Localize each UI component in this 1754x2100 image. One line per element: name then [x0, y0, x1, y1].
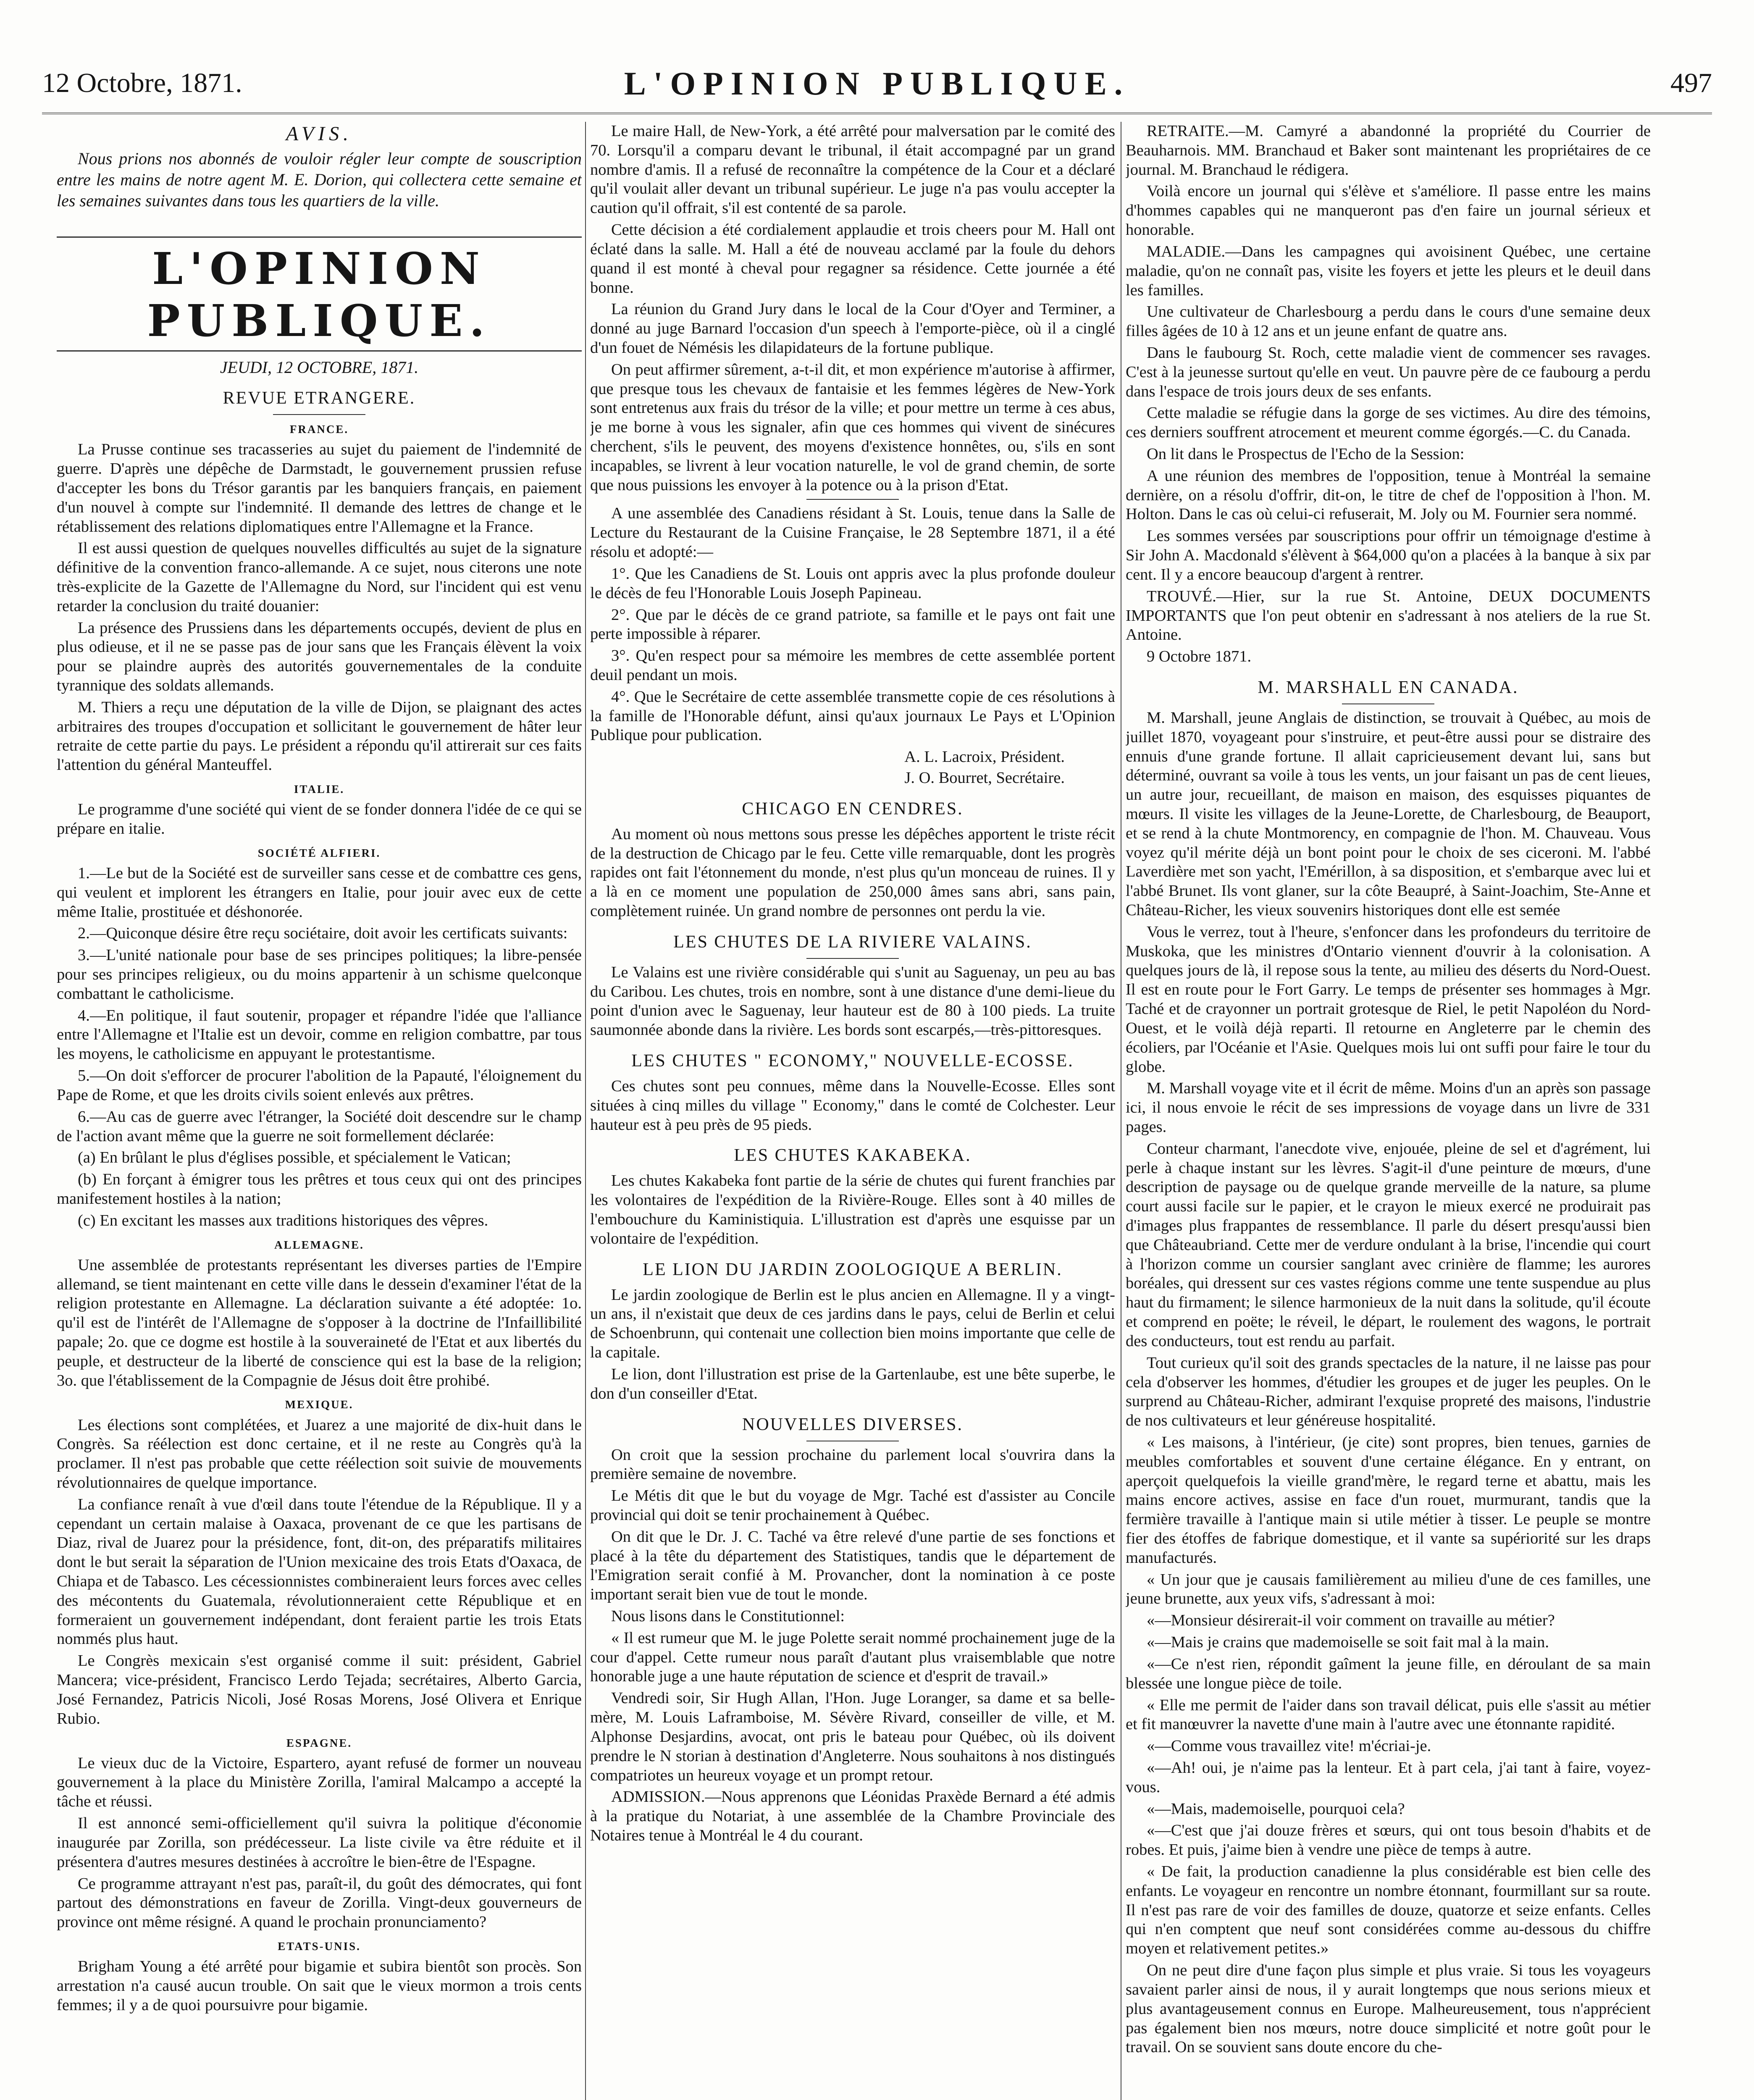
- section-heading: ESPAGNE.: [286, 1736, 352, 1749]
- paragraph: 5.—On doit s'efforcer de procurer l'abolition de la Papauté, l'éloignement du Pape de Rome, et que les droits civils soient enlevés aux prêtres.: [57, 1067, 582, 1104]
- paragraph: 4.—En politique, il faut soutenir, propager et répandre l'idée que l'alliance entre l'Allemagne et l'Italie est un devoir, comme en religion combattre, par tous les moyens, le catholicisme en appuyant le protestantisme.: [57, 1006, 582, 1063]
- paragraph: 3°. Qu'en respect pour sa mémoire les membres de cette assemblée portent deuil pendant un mois.: [590, 647, 1115, 684]
- paragraph: Le jardin zoologique de Berlin est le plus ancien en Allemagne. Il y a vingt-un ans, il n'existait que deux de ces jardins dans le pays, celui de Berlin et celui de Schoenbrunn, qui contenait une collection bien moins importante que celle de la capitale.: [590, 1286, 1115, 1362]
- section-heading: FRANCE.: [289, 423, 349, 436]
- paragraph: La Prusse continue ses tracasseries au sujet du paiement de l'indemnité de guerre. D'après une dépêche de Darmstadt, le gouvernement prussien refuse d'accepter les bons du Trésor garantis par les banquiers français, en paiement d'un nouvel à compte sur l'indemnité. Il demande des lettres de change et le rétablissement des relations diplomatiques entre l'Allemagne et la France.: [57, 441, 582, 536]
- paragraph: Nous lisons dans le Constitutionnel:: [611, 1607, 845, 1625]
- avis-heading: AVIS.: [286, 123, 353, 145]
- paragraph: «—Monsieur désirerait-il voir comment on travaille au métier?: [1147, 1612, 1555, 1630]
- paragraph: M. Thiers a reçu une députation de la ville de Dijon, se plaignant des actes arbitraires des troupes d'occupation et sollicitant le gouvernement de hâter leur retraite de cette partie du pays. Le président a répondu qu'il attirerait sur ces faits l'attention du général Manteuffel.: [57, 698, 582, 774]
- paragraph: La réunion du Grand Jury dans le local de la Cour d'Oyer and Terminer, a donné au juge Barnard l'occasion d'un speech à l'emporte-pièce, où il a cinglé d'un fouet de Némésis les dilapidateurs de la fortune publique.: [590, 300, 1115, 357]
- paragraph: 2.—Quiconque désire être reçu sociétaire, doit avoir les certificats suivants:: [78, 924, 568, 942]
- paragraph: La confiance renaît à vue d'œil dans toute l'étendue de la République. Il y a cependant un certain malaise à Oaxaca, provenant de ce que les partisans de Diaz, rival de Juarez pour la présidence, font, dit-on, des préparatifs militaires dont le but serait la séparation de l'Union mexicaine des trois Etats d'Oaxaca, de Chiapa et de Tabasco. Les cécessionnistes combineraient leurs forces avec celles des mécontents du Guatemala, révolutionneraient cette République et en formeraient un gouvernement indépendant, dont feraient partie les trois Etats nommés plus haut.: [57, 1495, 582, 1648]
- header-date: 12 Octobre, 1871.: [42, 68, 242, 98]
- paragraph: Au moment où nous mettons sous presse les dépêches apportent le triste récit de la destruction de Chicago par le feu. Cette ville remarquable, dont les progrès rapides ont fait l'étonnement du monde, n'est plus qu'un monceau de ruines. Il y a là en ce moment une population de 250,000 âmes sans abri, sans pain, complètement ruinée. Un grand nombre de personnes ont perdu la vie.: [590, 825, 1115, 920]
- paragraph: Tout curieux qu'il soit des grands spectacles de la nature, il ne laisse pas pour cela d'observer les hommes, d'étudier les groupes et de juger les peuples. On le surprend au Château-Richer, admirant l'exquise propreté des maisons, l'industrie de nos cultivateurs et leur généreuse hospitalité.: [1126, 1354, 1651, 1430]
- paragraph: Les chutes Kakabeka font partie de la série de chutes qui furent franchies par les volontaires de l'expédition de la Rivière-Rouge. Elles sont à 40 milles de l'embouchure du Kaministiquia. L'illustration est d'après une esquisse par un volontaire de l'expédition.: [590, 1172, 1115, 1247]
- paragraph: (c) En excitant les masses aux traditions historiques des vêpres.: [78, 1211, 488, 1229]
- paragraph: 3.—L'unité nationale pour base de ses principes politiques; la libre-pensée pour ses principes religieux, ou du moins appartenir à un schisme quelconque combattant le catholicisme.: [57, 946, 582, 1003]
- paragraph: « Elle me permit de l'aider dans son travail délicat, puis elle s'assit au métier et fit manœuvrer la navette d'une main à l'autre avec une étonnante rapidité.: [1126, 1696, 1651, 1733]
- paragraph: Le maire Hall, de New-York, a été arrêté pour malversation par le comité des 70. Lorsqu'il a comparu devant le tribunal, il était accompagné par un grand nombre d'amis. Il a refusé de reconnaître la compétence de la Cour et a déclaré qu'il voulait aller devant un tribunal supérieur. Le juge n'a pas voulu accepter la caution qu'il offrait, s'il est contenté de sa parole.: [590, 122, 1115, 217]
- paragraph: (a) En brûlant le plus d'églises possible, et spécialement le Vatican;: [78, 1149, 511, 1167]
- dateline: JEUDI, 12 OCTOBRE, 1871.: [220, 357, 419, 377]
- page-header: [42, 63, 1712, 109]
- paragraph: «—Mais je crains que mademoiselle se soit fait mal à la main.: [1147, 1633, 1549, 1651]
- paragraph: 6.—Au cas de guerre avec l'étranger, la Société doit descendre sur le champ de l'action avant même que la guerre ne soit formellement déclarée:: [57, 1108, 582, 1145]
- paragraph: Il est aussi question de quelques nouvelles difficultés au sujet de la signature définitive de la convention franco-allemande. A ce sujet, nous citerons une note très-explicite de la Gazette de l'Allemagne du Nord, sur l'incident qui est venu retarder la conclusion du traité douanier:: [57, 539, 582, 615]
- paragraph: « Un jour que je causais familièrement au milieu d'une de ces familles, une jeune brunette, aux yeux vifs, s'adressant à moi:: [1126, 1570, 1651, 1608]
- paragraph: La présence des Prussiens dans les départements occupés, devient de plus en plus odieuse, et il ne se passe pas de jour sans que les Français élèvent la voix pour se plaindre auprès des autorités gouvernementales de la conduite tyrannique des soldats allemands.: [57, 619, 582, 695]
- column-separator: [585, 122, 586, 2100]
- paragraph: «—C'est que j'ai douze frères et sœurs, qui ont tous besoin d'habits et de robes. Et puis, j'aime bien à vendre une pièce de temps à autre.: [1126, 1822, 1651, 1859]
- section-heading: ETATS-UNIS.: [278, 1940, 361, 1953]
- section-heading: ALLEMAGNE.: [274, 1238, 364, 1251]
- paragraph: Dans le faubourg St. Roch, cette maladie vient de commencer ses ravages. C'est à la jeunesse surtout qu'elle en veut. Un pauvre père de ce faubourg a perdu dans l'espace de trois jours deux de ses enfants.: [1126, 344, 1651, 400]
- paragraph: 1°. Que les Canadiens de St. Louis ont appris avec la plus profonde douleur le décès de feu l'Honorable Louis Joseph Papineau.: [590, 564, 1115, 602]
- article-title: M. MARSHALL EN CANADA.: [1258, 677, 1519, 697]
- paragraph: «—Ce n'est rien, répondit gaîment la jeune fille, en déroulant de sa main blessée une longue pièce de toile.: [1126, 1655, 1651, 1692]
- signature-president: A. L. Lacroix, Président.: [904, 748, 1065, 766]
- paragraph: On lit dans le Prospectus de l'Echo de la Session:: [1147, 445, 1465, 463]
- divider: [806, 499, 899, 500]
- paragraph: Cette décision a été cordialement applaudie et trois cheers pour M. Hall ont éclaté dans la salle. M. Hall a été de nouveau acclamé par la foule du dehors quand il est monté à cheval pour regagner sa résidence. Cette journée a été bonne.: [590, 221, 1115, 297]
- article-title: LES CHUTES KAKABEKA.: [734, 1146, 972, 1166]
- avis-text: Nous prions nos abonnés de vouloir régler leur compte de souscription entre les mains de notre agent M. E. Dorion, qui collectera cette semaine et les semaines suivantes dans tous les quartiers de la ville.: [57, 149, 582, 210]
- paragraph: Ce programme attrayant n'est pas, paraît-il, du goût des démocrates, qui font partout des démonstrations en faveur de Zorilla. Vingt-deux gouverneurs de province ont même résigné. A quand le prochain pronunciamento?: [57, 1874, 582, 1931]
- paragraph: Le Valains est une rivière considérable qui s'unit au Saguenay, un peu au bas du Caribou. Les chutes, trois en nombre, sont à une distance d'une demi-lieue du point d'union avec le Saguenay, leur hauteur est de 80 à 100 pieds. La truite saumonnée abonde dans la rivière. Les bords sont escarpés,—très-pittoresques.: [590, 963, 1115, 1039]
- paragraph: Le lion, dont l'illustration est prise de la Gartenlaube, est une bête superbe, le don d'un conseiller d'Etat.: [590, 1365, 1115, 1402]
- paragraph: Il est annoncé semi-officiellement qu'il suivra la politique d'économie inaugurée par Zorilla, son prédécesseur. La liste civile va être réduite et il présentera d'autres mesures destinées à accroître le bien-être de l'Espagne.: [57, 1814, 582, 1871]
- paragraph: A une réunion des membres de l'opposition, tenue à Montréal la semaine dernière, on a résolu d'offrir, dit-on, le titre de chef de l'opposition à l'hon. M. Holton. Dans le cas où celui-ci refuserait, M. Joly ou M. Fournier sera nommé.: [1126, 467, 1651, 523]
- paragraph: « Il est rumeur que M. le juge Polette serait nommé prochainement juge de la cour d'appel. Cette rumeur nous paraît d'autant plus vraisemblable que notre honorable juge a une haute réputation de science et d'esprit de travail.»: [590, 1629, 1115, 1685]
- paragraph: Le vieux duc de la Victoire, Espartero, ayant refusé de former un nouveau gouvernement à la place du Ministère Zorilla, l'amiral Malcampo a accepté la tâche et réussi.: [57, 1754, 582, 1811]
- paragraph: Le Métis dit que le but du voyage de Mgr. Taché est d'assister au Concile provincial qui doit se tenir prochainement à Québec.: [590, 1487, 1115, 1524]
- paragraph: (b) En forçant à émigrer tous les prêtres et tous ceux qui ont des principes manifestement hostiles à la nation;: [57, 1171, 582, 1208]
- paragraph: A une assemblée des Canadiens résidant à St. Louis, tenue dans la Salle de Lecture du Restaurant de la Cuisine Française, le 28 Septembre 1871, il a été résolu et adopté:—: [590, 504, 1115, 561]
- paragraph: «—Mais, mademoiselle, pourquoi cela?: [1147, 1800, 1405, 1818]
- section-heading: MEXIQUE.: [285, 1398, 354, 1411]
- article-title: LE LION DU JARDIN ZOOLOGIQUE A BERLIN.: [643, 1260, 1063, 1279]
- column-3: [1126, 122, 1651, 2100]
- paragraph: Les élections sont complétées, et Juarez a une majorité de dix-huit dans le Congrès. Sa réélection est donc certaine, et il ne reste au Congrès qu'à la proclamer. Il n'est pas probable que cette réélection soit suivie de mouvements révolutionnaires de quelque importance.: [57, 1416, 582, 1491]
- paragraph: M. Marshall voyage vite et il écrit de même. Moins d'un an après son passage ici, il nous envoie le récit de ses impressions de voyage dans un livre de 331 pages.: [1126, 1079, 1651, 1136]
- paragraph: 4°. Que le Secrétaire de cette assemblée transmette copie de ces résolutions à la famille de l'Honorable défunt, ainsi qu'aux journaux Le Pays et L'Opinion Publique pour publication.: [590, 688, 1115, 744]
- paragraph: M. Marshall, jeune Anglais de distinction, se trouvait à Québec, au mois de juillet 1870, voyageant pour s'instruire, et peut-être aussi pour se distraire des ennuis d'une grande fortune. Il allait capricieusement devant lui, sans but déterminé, ouvrant sa voile à tous les vents, un jour faisant un pas de cent lieues, un autre jour, recueillant, de maison en maison, des esquisses piquantes de mœurs. Il visite les villages de la Jeune-Lorette, de Charlesbourg, de Beauport, et se rend à la chute Montmorency, en compagnie de l'hon. M. Chauveau. Vous voyez qu'il mérite déjà un bont point pour le choix de ses ciceroni. M. l'abbé Laverdière met son yacht, l'Emérillon, à sa disposition, et s'embarque avec lui et l'abbé Brunet. Ils vont glaner, sur la côte Beaupré, à Saint-Joachim, Ste-Anne et Château-Richer, les vieux souvenirs historiques dont elle est semée: [1126, 709, 1651, 919]
- paragraph: On croit que la session prochaine du parlement local s'ouvrira dans la première semaine de novembre.: [590, 1446, 1115, 1483]
- paragraph: ADMISSION.—Nous apprenons que Léonidas Praxède Bernard a été admis à la pratique du Notariat, à une assemblée de la Chambre Provinciale des Notaires tenue à Montréal le 4 du courant.: [590, 1788, 1115, 1844]
- paragraph: «—Ah! oui, je n'aime pas la lenteur. Et à part cela, j'ai tant à faire, voyez-vous.: [1126, 1759, 1651, 1796]
- divider: [806, 958, 899, 959]
- header-rule: [42, 113, 1712, 114]
- paragraph: « De fait, la production canadienne la plus considérable est bien celle des enfants. Le voyageur en rencontre un nombre étonnant, fourmillant sur sa route. Il n'est pas rare de voir des familles de douze, quatorze et seize enfants. Celles qui n'en comptent que neuf sont considérées comme au-dessous du chiffre moyen et relativement petites.»: [1126, 1863, 1651, 1958]
- paragraph: 2°. Que par le décès de ce grand patriote, sa famille et le pays ont fait une perte impossible à réparer.: [590, 606, 1115, 643]
- signature-secretary: J. O. Bourret, Secrétaire.: [904, 769, 1065, 787]
- paragraph: On peut affirmer sûrement, a-t-il dit, et mon expérience m'autorise à affirmer, que presque tous les chevaux de fantaisie et les femmes légères de New-York sont entretenus aux frais du trésor de la ville; et pour mettre un terme à ces abus, je me borne à vous les signaler, afin que ces hommes qui vivent de sinécures cherchent, s'ils le peuvent, des moyens d'existence honnêtes, ou, s'ils en sont incapables, se livrent à leur vocation naturelle, le vol de grand chemin, de sorte que nous puissions les envoyer à la potence ou à la prison d'Etat.: [590, 360, 1115, 494]
- article-title: LES CHUTES DE LA RIVIERE VALAINS.: [673, 932, 1032, 952]
- paragraph: Cette maladie se réfugie dans la gorge de ses victimes. Au dire des témoins, ces derniers souffrent atrocement et meurent comme égorgés.—C. du Canada.: [1126, 404, 1651, 441]
- paragraph: Ces chutes sont peu connues, même dans la Nouvelle-Ecosse. Elles sont situées à cinq milles du village " Economy," dans le comté de Colchester. Leur hauteur est à peu près de 95 pieds.: [590, 1077, 1115, 1134]
- paragraph: Le programme d'une société qui vient de se fonder donnera l'idée de ce qui se prépare en italie.: [57, 801, 582, 838]
- paragraph: 9 Octobre 1871.: [1147, 648, 1252, 666]
- paragraph: Brigham Young a été arrêté pour bigamie et subira bientôt son procès. Son arrestation n'a causé aucun trouble. On sait que le vieux mormon a trois cents femmes; il y a de quoi poursuivre pour bigamie.: [57, 1958, 582, 2014]
- paragraph: On dit que le Dr. J. C. Taché va être relevé d'une partie de ses fonctions et placé à la tête du département des Statistiques, tandis que le département de l'Emigration serait confié à M. Provancher, dont la nomination à ce poste important serait bien vue de tout le monde.: [590, 1528, 1115, 1604]
- paragraph: 1.—Le but de la Société est de surveiller sans cesse et de combattre ces gens, qui veulent et implorent les étrangers en Italie, pour jouir avec eux de cette même Italie, prostituée et déshonorée.: [57, 864, 582, 921]
- page-number: 497: [1670, 68, 1712, 98]
- divider: [273, 414, 365, 415]
- paragraph: TROUVÉ.—Hier, sur la rue St. Antoine, DEUX DOCUMENTS IMPORTANTS que l'on peut obtenir en s'adressant à nos ateliers de la rue St. Antoine.: [1126, 587, 1651, 644]
- column-1: [57, 122, 582, 2100]
- header-title: L'OPINION PUBLIQUE.: [624, 65, 1130, 102]
- paragraph: Une assemblée de protestants représentant les diverses parties de l'Empire allemand, se tient maintenant en cette ville dans le dessein d'examiner l'état de la religion protestante en Allemagne. La déclaration suivante a été adoptée: 1o. qu'il est de l'intérêt de l'Allemagne de s'opposer à la doctrine de l'Infaillibilité papale; 2o. que ce dogme est hostile à la souveraineté de l'Etat et aux libertés du peuple, et destructeur de la liberté de conscience qui est la base de la religion; 3o. que l'établissement de la Compagnie de Jésus doit être prohibé.: [57, 1256, 582, 1389]
- column-2: [590, 122, 1115, 2100]
- paragraph: MALADIE.—Dans les campagnes qui avoisinent Québec, une certaine maladie, qu'on ne connaît pas, visite les foyers et jette les pleurs et le deuil dans les familles.: [1126, 242, 1651, 299]
- paragraph: Le Congrès mexicain s'est organisé comme il suit: président, Gabriel Mancera; vice-président, Francisco Lerdo Tejada; secrétaires, Alberto Garcia, José Fernandez, Patricis Nicoli, José Rosas Morens, José Olivera et Enrique Rubio.: [57, 1652, 582, 1727]
- paragraph: RETRAITE.—M. Camyré a abandonné la propriété du Courrier de Beauharnois. MM. Branchaud et Baker sont maintenant les propriétaires de ce journal. M. Branchaud le rédigera.: [1126, 122, 1651, 178]
- revue-title: REVUE ETRANGERE.: [223, 388, 416, 408]
- paragraph: Voilà encore un journal qui s'élève et s'améliore. Il passe entre les mains d'hommes capables qui ne manqueront pas d'en faire un journal sérieux et honorable.: [1126, 182, 1651, 239]
- article-title: LES CHUTES " ECONOMY," NOUVELLE-ECOSSE.: [631, 1051, 1074, 1071]
- section-heading: ITALIE.: [294, 783, 345, 796]
- section-heading: SOCIÉTÉ ALFIERI.: [257, 846, 381, 859]
- paragraph: Conteur charmant, l'anecdote vive, enjouée, pleine de sel et d'agrément, lui perle à chaque instant sur les lèvres. S'agit-il d'une peinture de mœurs, d'une description de paysage ou de quelque grande merveille de la nature, sa plume court aussi facile sur le papier, et le crayon le mieux exercé ne produirait pas d'images plus frappantes de ressemblance. Il parle du désert presqu'aussi bien que Châteaubriand. Cette mer de verdure ondulant à la brise, l'incendie qui court à l'horizon comme un coursier sanglant avec crinière de flamme; les aurores boréales, qui dressent sur ces vastes régions comme une tente suspendue au plus haut du firmament; le silence harmonieux de la nuit dans la solitude, qu'il écoute et comprend en poëte; le réveil, le départ, le roulement des wagons, le portrait des conducteurs, tout est rendu au parfait.: [1126, 1139, 1651, 1350]
- article-title: NOUVELLES DIVERSES.: [742, 1415, 963, 1434]
- paragraph: On ne peut dire d'une façon plus simple et plus vraie. Si tous les voyageurs savaient parler ainsi de nous, il y aurait longtemps que nous serions mieux et plus avantageusement connus en Europe. Malheureusement, tous n'apprécient pas également bien nos mœurs, notre douce simplicité et notre goût pour le travail. On se souvient sans doute encore du che-: [1126, 1961, 1651, 2056]
- paragraph: Les sommes versées par souscriptions pour offrir un témoignage d'estime à Sir John A. Macdonald s'élèvent à $64,000 qu'on a placées à la banque à six par cent. Il y a encore beaucoup d'argent à rentrer.: [1126, 527, 1651, 583]
- masthead: L'OPINION PUBLIQUE.: [57, 236, 582, 352]
- paragraph: Une cultivateur de Charlesbourg a perdu dans le cours d'une semaine deux filles âgées de 10 à 12 ans et un jeune enfant de quatre ans.: [1126, 303, 1651, 340]
- paragraph: «—Comme vous travaillez vite! m'écriai-je.: [1147, 1737, 1431, 1755]
- article-title: CHICAGO EN CENDRES.: [742, 799, 964, 819]
- paragraph: Vous le verrez, tout à l'heure, s'enfoncer dans les profondeurs du territoire de Muskoka, que les ministres d'Ontario viennent d'ouvrir à la colonisation. A quelques jours de là, il repose sous la tente, au milieu des déserts du Nord-Ouest. Il est en route pour le Fort Garry. Le temps de présenter ses hommages à Mgr. Taché et de crayonner un portrait grotesque de Riel, le petit Napoléon du Nord-Ouest, et le voilà déjà reparti. Il retourne en Angleterre par le chemin des écoliers, par l'Océanie et l'Asie. Quelques mois lui ont suffi pour faire le tour du globe.: [1126, 923, 1651, 1076]
- paragraph: « Les maisons, à l'intérieur, (je cite) sont propres, bien tenues, garnies de meubles comfortables et souvent d'une certaine élégance. En y entrant, on aperçoit quelquefois la vieille grand'mère, le regard terne et abattu, mais les mains encore actives, assise en face d'un rouet, murmurant, tandis que la fermière travaille à l'antique main si utile métier à tisser. Le peuple se montre fier des étoffes de fabrique domestique, et il vante sa supériorité sur les draps manufacturés.: [1126, 1433, 1651, 1567]
- paragraph: Vendredi soir, Sir Hugh Allan, l'Hon. Juge Loranger, sa dame et sa belle-mère, M. Louis Laframboise, M. Sévère Rivard, conseiller de ville, et M. Alphonse Desjardins, avocat, ont pris le bateau pour Québec, où ils doivent prendre le N storian à destination d'Angleterre. Nous souhaitons à nos distingués compatriotes un heureux voyage et un prompt retour.: [590, 1689, 1115, 1784]
